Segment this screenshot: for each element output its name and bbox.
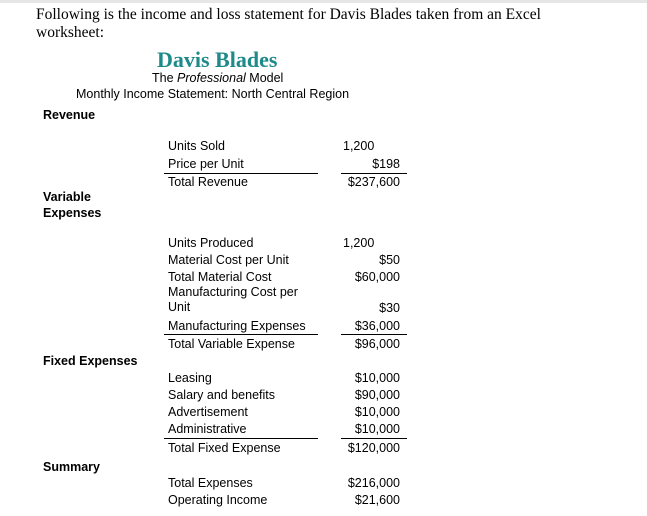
statement-title: Monthly Income Statement: North Central Region: [76, 87, 350, 101]
label-price-per-unit: Price per Unit: [168, 157, 244, 171]
value-units-produced: 1,200: [343, 236, 375, 250]
value-leasing: $10,000: [354, 371, 400, 385]
company-title: Davis Blades: [157, 47, 278, 72]
label-mfg-cost-per-unit: Manufacturing Cost per Unit: [168, 285, 298, 314]
value-material-cost: $50: [379, 253, 400, 267]
value-units-sold: 1,200: [343, 139, 375, 153]
intro-text: Following is the income and loss statement for Davis Blades taken from an Excel worksheet:: [36, 6, 541, 41]
label-salary: Salary and benefits: [168, 388, 276, 402]
section-variable-expenses: Variable Expenses: [43, 190, 102, 220]
rule: [341, 173, 407, 174]
label-units-produced: Units Produced: [168, 236, 254, 250]
rule: [164, 173, 318, 174]
section-revenue: Revenue: [43, 108, 96, 122]
label-total-expenses: Total Expenses: [168, 476, 253, 490]
label-material-cost: Material Cost per Unit: [168, 253, 289, 267]
label-advertisement: Advertisement: [168, 405, 248, 419]
section-fixed-expenses: Fixed Expenses: [43, 354, 138, 368]
label-mfg-expenses: Manufacturing Expenses: [168, 319, 306, 333]
value-total-revenue: $237,600: [347, 175, 400, 189]
label-administrative: Administrative: [168, 422, 247, 436]
model-prefix: The: [152, 71, 178, 85]
label-total-fixed: Total Fixed Expense: [168, 441, 281, 455]
model-subtitle: [152, 71, 283, 85]
value-administrative: $10,000: [354, 422, 400, 436]
value-total-material: $60,000: [354, 270, 400, 284]
label-total-revenue: Total Revenue: [168, 175, 248, 189]
rule: [164, 334, 318, 335]
label-total-variable: Total Variable Expense: [168, 337, 295, 351]
label-units-sold: Units Sold: [168, 139, 225, 153]
value-total-variable: $96,000: [354, 337, 400, 351]
value-advertisement: $10,000: [354, 405, 400, 419]
value-total-fixed: $120,000: [347, 441, 400, 455]
rule: [341, 334, 407, 335]
value-salary: $90,000: [354, 388, 400, 402]
value-operating-income: $21,600: [354, 493, 400, 507]
value-price-per-unit: $198: [372, 157, 400, 171]
model-suffix: Model: [245, 71, 284, 85]
label-leasing: Leasing: [168, 371, 212, 385]
top-border: [0, 0, 647, 3]
value-total-expenses: $216,000: [347, 476, 400, 490]
rule: [341, 438, 407, 439]
rule: [164, 438, 318, 439]
value-mfg-cost-per-unit: $30: [379, 301, 400, 315]
model-italic: Professional: [177, 71, 246, 85]
value-mfg-expenses: $36,000: [354, 319, 400, 333]
section-summary: Summary: [43, 460, 100, 474]
label-operating-income: Operating Income: [168, 493, 268, 507]
label-total-material: Total Material Cost: [168, 270, 272, 284]
